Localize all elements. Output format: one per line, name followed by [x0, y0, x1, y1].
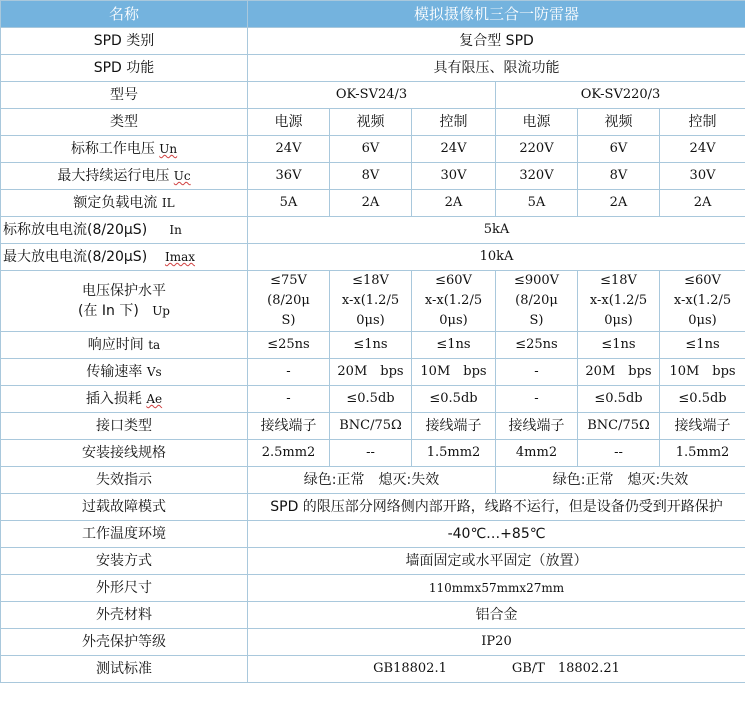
row-max-discharge — [1, 244, 745, 271]
label-text: 标称放电电流(8/20μS) — [3, 222, 148, 238]
row-max-voltage — [1, 163, 745, 190]
row-label: 安装方式 — [1, 548, 248, 575]
table-cell: 2A — [660, 190, 745, 217]
table-cell: 控制 — [660, 109, 745, 136]
row-response-time — [1, 332, 745, 359]
cell-line: 0μs) — [604, 313, 633, 328]
table-cell: 220V — [496, 136, 578, 163]
row-label: 失效指示 — [1, 467, 248, 494]
table-header-row — [1, 1, 745, 28]
table-cell — [248, 271, 330, 332]
row-label: 外形尺寸 — [1, 575, 248, 602]
table-cell — [330, 271, 412, 332]
cell-line: (8/20μ — [267, 293, 310, 308]
row-wiring-spec — [1, 440, 745, 467]
row-value: 110mmx57mmx27mm — [248, 575, 745, 602]
table-cell: 2.5mm2 — [248, 440, 330, 467]
row-value: 5kA — [248, 217, 745, 244]
label-text: 传输速率 — [86, 364, 143, 380]
row-protection-level — [1, 271, 745, 332]
row-temperature — [1, 521, 745, 548]
label-symbol: IL — [161, 196, 175, 210]
table-cell: 24V — [660, 136, 745, 163]
table-cell: BNC/75Ω — [330, 413, 412, 440]
table-cell: 10M bps — [412, 359, 496, 386]
row-test-standard — [1, 656, 745, 683]
table-cell: - — [248, 386, 330, 413]
table-cell: 电源 — [496, 109, 578, 136]
cell-line: ≤900V — [513, 273, 560, 288]
row-nominal-discharge — [1, 217, 745, 244]
table-cell — [412, 271, 496, 332]
row-label — [1, 386, 248, 413]
table-cell — [578, 271, 660, 332]
table-cell: -- — [330, 440, 412, 467]
table-cell: ≤0.5db — [330, 386, 412, 413]
cell-line: 0μs) — [439, 313, 468, 328]
table-cell: - — [496, 386, 578, 413]
table-cell: 电源 — [248, 109, 330, 136]
label-symbol: Vs — [146, 365, 162, 379]
cell-line: (8/20μ — [515, 293, 558, 308]
row-label: 外壳材料 — [1, 602, 248, 629]
row-label: 工作温度环境 — [1, 521, 248, 548]
row-interface-type — [1, 413, 745, 440]
row-type — [1, 109, 745, 136]
table-cell: 20M bps — [330, 359, 412, 386]
label-line-1: 电压保护水平 — [82, 283, 166, 299]
label-symbol: Uc — [173, 169, 191, 183]
table-cell: BNC/75Ω — [578, 413, 660, 440]
row-label: 外壳保护等级 — [1, 629, 248, 656]
label-symbol: Un — [159, 142, 178, 156]
label-symbol: ta — [148, 338, 161, 352]
cell-line: ≤18V — [352, 273, 389, 288]
table-cell: 24V — [412, 136, 496, 163]
label-text: (在 In 下) — [78, 303, 139, 319]
row-transfer-rate — [1, 359, 745, 386]
label-text: 最大放电电流(8/20μS) — [3, 249, 148, 265]
row-value: 10kA — [248, 244, 745, 271]
row-value: 复合型 SPD — [248, 28, 745, 55]
table-cell: ≤25ns — [496, 332, 578, 359]
cell-line: S) — [529, 313, 544, 328]
row-label — [1, 244, 248, 271]
table-cell — [660, 271, 745, 332]
table-cell: 6V — [330, 136, 412, 163]
table-cell: 10M bps — [660, 359, 745, 386]
cell-line: ≤75V — [270, 273, 307, 288]
cell-line: ≤60V — [684, 273, 721, 288]
row-spd-function — [1, 55, 745, 82]
header-name-cell: 名称 — [1, 1, 248, 28]
table-cell: ≤1ns — [578, 332, 660, 359]
header-product-cell: 模拟摄像机三合一防雷器 — [248, 1, 745, 28]
label-text: 最大持续运行电压 — [57, 168, 170, 184]
table-cell: 30V — [412, 163, 496, 190]
cell-line: 0μs) — [688, 313, 717, 328]
table-cell: 接线端子 — [412, 413, 496, 440]
table-cell: - — [496, 359, 578, 386]
table-cell: ≤0.5db — [412, 386, 496, 413]
row-shell-material — [1, 602, 745, 629]
row-value: -40℃…+85℃ — [248, 521, 745, 548]
row-value: 具有限压、限流功能 — [248, 55, 745, 82]
table-cell: 6V — [578, 136, 660, 163]
table-cell: 2A — [412, 190, 496, 217]
row-value: GB18802.1 GB/T 18802.21 — [248, 656, 745, 683]
table-cell: 36V — [248, 163, 330, 190]
row-label: SPD 功能 — [1, 55, 248, 82]
cell-line: S) — [281, 313, 296, 328]
table-cell: 24V — [248, 136, 330, 163]
row-label — [1, 136, 248, 163]
table-cell — [496, 271, 578, 332]
table-cell: 8V — [330, 163, 412, 190]
cell-line: ≤18V — [600, 273, 637, 288]
row-model — [1, 82, 745, 109]
failure-indication-cell-2: 绿色:正常 熄灭:失效 — [496, 467, 745, 494]
table-cell: 接线端子 — [660, 413, 745, 440]
row-label: 测试标准 — [1, 656, 248, 683]
row-label — [1, 359, 248, 386]
row-label — [1, 217, 248, 244]
cell-line: ≤60V — [435, 273, 472, 288]
row-overload-mode — [1, 494, 745, 521]
row-value: 铝合金 — [248, 602, 745, 629]
label-text: 额定负载电流 — [73, 195, 158, 211]
table-cell: ≤1ns — [412, 332, 496, 359]
label-text: 响应时间 — [87, 337, 144, 353]
cell-line: 0μs) — [356, 313, 385, 328]
row-label: 过载故障模式 — [1, 494, 248, 521]
table-cell: ≤1ns — [330, 332, 412, 359]
table-cell: 2A — [330, 190, 412, 217]
table-cell: 5A — [496, 190, 578, 217]
table-cell: 8V — [578, 163, 660, 190]
row-label: 安装接线规格 — [1, 440, 248, 467]
row-label: SPD 类别 — [1, 28, 248, 55]
table-cell: 视频 — [578, 109, 660, 136]
row-label: 类型 — [1, 109, 248, 136]
row-shell-protection — [1, 629, 745, 656]
failure-indication-cell-1: 绿色:正常 熄灭:失效 — [248, 467, 496, 494]
label-text: 插入损耗 — [85, 391, 142, 407]
table-cell: 4mm2 — [496, 440, 578, 467]
cell-line: x-x(1.2/5 — [589, 293, 648, 308]
table-cell: 20M bps — [578, 359, 660, 386]
table-cell: 视频 — [330, 109, 412, 136]
row-label — [1, 163, 248, 190]
table-cell: ≤1ns — [660, 332, 745, 359]
table-cell: ≤25ns — [248, 332, 330, 359]
table-cell: 1.5mm2 — [412, 440, 496, 467]
table-cell: 5A — [248, 190, 330, 217]
row-failure-indication — [1, 467, 745, 494]
label-text: 标称工作电压 — [70, 141, 155, 157]
label-symbol: Ae — [146, 392, 163, 406]
table-cell: ≤0.5db — [660, 386, 745, 413]
label-line-2 — [3, 301, 245, 321]
table-cell: - — [248, 359, 330, 386]
row-rated-current — [1, 190, 745, 217]
row-dimensions — [1, 575, 745, 602]
table-cell: 1.5mm2 — [660, 440, 745, 467]
label-symbol: In — [169, 223, 182, 237]
table-cell: 30V — [660, 163, 745, 190]
table-cell: 控制 — [412, 109, 496, 136]
table-cell: ≤0.5db — [578, 386, 660, 413]
model-cell-1: OK-SV24/3 — [248, 82, 496, 109]
label-symbol: Imax — [164, 250, 196, 264]
table-cell: -- — [578, 440, 660, 467]
row-label: 型号 — [1, 82, 248, 109]
cell-line: x-x(1.2/5 — [424, 293, 483, 308]
row-spd-category — [1, 28, 745, 55]
row-label — [1, 190, 248, 217]
row-label: 接口类型 — [1, 413, 248, 440]
table-cell: 接线端子 — [496, 413, 578, 440]
model-cell-2: OK-SV220/3 — [496, 82, 745, 109]
table-cell: 320V — [496, 163, 578, 190]
row-nominal-voltage — [1, 136, 745, 163]
row-installation — [1, 548, 745, 575]
label-symbol: Up — [152, 304, 170, 318]
row-value: IP20 — [248, 629, 745, 656]
row-label — [1, 332, 248, 359]
table-cell: 接线端子 — [248, 413, 330, 440]
row-value: 墙面固定或水平固定（放置） — [248, 548, 745, 575]
row-value: SPD 的限压部分网络侧内部开路，线路不运行，但是设备仍受到开路保护 — [248, 494, 745, 521]
table-cell: 2A — [578, 190, 660, 217]
cell-line: x-x(1.2/5 — [673, 293, 732, 308]
row-insertion-loss — [1, 386, 745, 413]
row-label — [1, 271, 248, 332]
cell-line: x-x(1.2/5 — [341, 293, 400, 308]
